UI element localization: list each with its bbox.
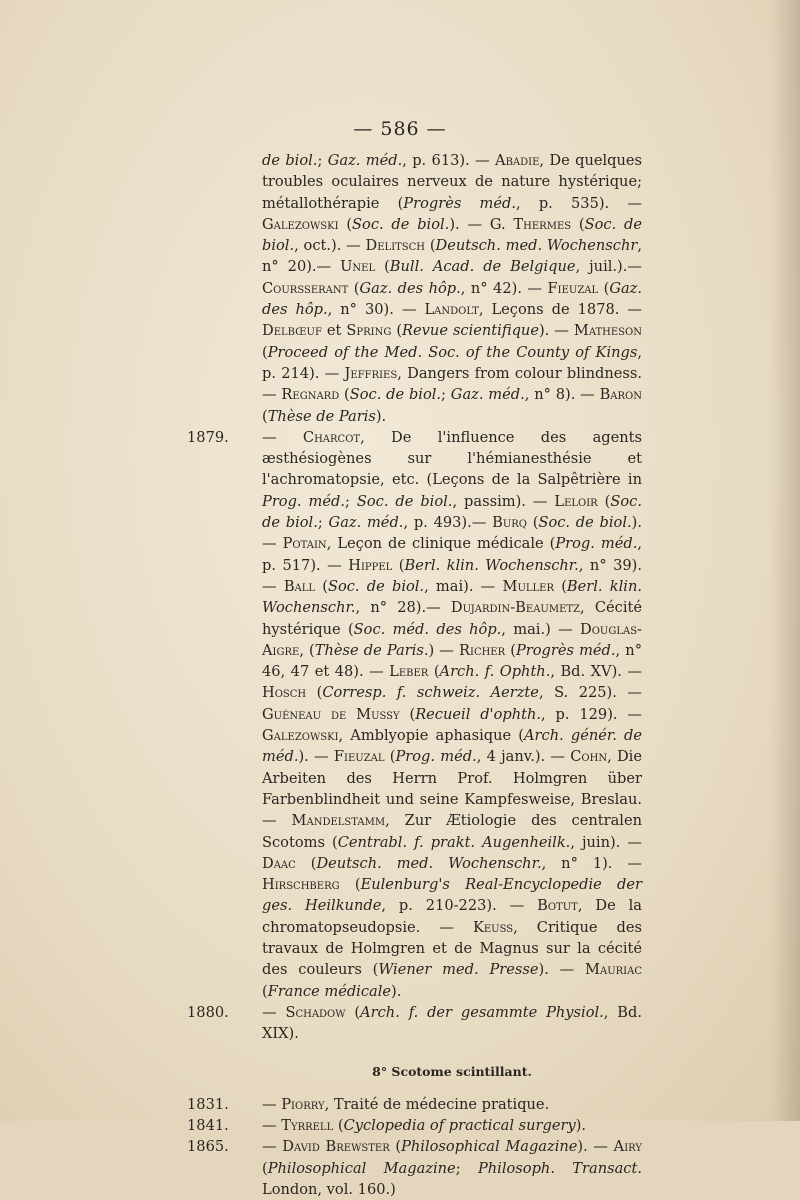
entry-year: 1880. bbox=[187, 1003, 229, 1021]
entry-year: 1865. bbox=[187, 1138, 229, 1156]
bibliography-entry bbox=[187, 1115, 642, 1136]
entry-year: 1879. bbox=[187, 428, 229, 446]
entry-year: 1831. bbox=[187, 1095, 229, 1113]
entry-year: 1841. bbox=[187, 1117, 229, 1135]
bibliography-entry bbox=[187, 427, 642, 1002]
entry-text: — Tyrrell (Cyclopedia of practical surgery). bbox=[262, 1117, 587, 1135]
entries-list-1 bbox=[187, 427, 642, 1045]
entries-list-2 bbox=[187, 1094, 642, 1200]
bibliography-entry bbox=[187, 1136, 642, 1200]
bibliography-body bbox=[187, 150, 643, 1200]
bibliography-entry bbox=[187, 1002, 642, 1045]
page-number: — 586 — bbox=[353, 118, 447, 140]
entry-text: — Piorry, Traité de médecine pratique. bbox=[262, 1095, 550, 1113]
entry-text: — Charcot, De l'influence des agents æsthésiogènes sur l'hémianesthésie et l'achromatopsie, etc. (Leçons de la Salpêtrière in Prog. méd.; Soc. de biol., passim). — Leloir (Soc. de biol.; Gaz. méd., p. 493).— Burq (Soc. de biol.). — Potain, Leçon de clinique médicale (Prog. méd., p. 517). — Hippel (Berl. klin. Wochenschr., n° 39). — Ball (Soc. de biol., mai). — Muller (Berl. klin. Wochenschr., n° 28).— Dujardin-Beaumetz, Cécité hystérique (Soc. méd. des hôp., mai.) — Douglas-Aigre, (Thèse de Paris.) — Richer (Progrès méd., n° 46, 47 et 48). — Leber (Arch. f. Ophth., Bd. XV). — Hosch (Corresp. f. schweiz. Aerzte, S. 225). — Guéneau de Mussy (Recueil d'ophth., p. 129). — Galezowski, Amblyopie aphasique (Arch. génér. de méd.). — Fieuzal (Prog. méd., 4 janv.). — Cohn, Die Arbeiten des Herrn Prof. Holmgren über Farbenblindheit und seine Kampfesweise, Breslau. — Mandelstamm, Zur Ætiologie des centralen Scotoms (Centrabl. f. prakt. Augenheilk., juin). — Daac (Deutsch. med. Wochenschr., n° 1). — Hirschberg (Eulenburg's Real-Encyclopedie der ges. Heilkunde, p. 210-223). — Botut, De la chromatopseudopsie. — Keuss, Critique des travaux de Holmgren et de Magnus sur la cécité des couleurs (Wiener med. Presse). — Mauriac (France médicale). bbox=[262, 428, 642, 1000]
intro-text: de biol.; Gaz. méd., p. 613). — Abadie, De quelques troubles oculaires nerveux de nature hystérique; métallothérapie (Progrès méd., p. 535). — Galezowski (Soc. de biol.). — G. Thermes (Soc. de biol., oct.). — Delitsch (Deutsch. med. Wochenschr, n° 20).— Unel (Bull. Acad. de Belgique, juil.).— Coursserant (Gaz. des hôp., n° 42). — Fieuzal (Gaz. des hôp., n° 30). — Landolt, Leçons de 1878. — Delbœuf et Spring (Revue scientifique). — Matheson (Proceed of the Med. Soc. of the County of Kings, p. 214). — Jeffries, Dangers from colour blindness. — Regnard (Soc. de biol.; Gaz. méd., n° 8). — Baron (Thèse de Paris). bbox=[262, 152, 643, 425]
bibliography-entry bbox=[187, 1094, 642, 1115]
page-edge-shadow bbox=[770, 0, 800, 1121]
entry-text: — David Brewster (Philosophical Magazine). — Airy (Philosophical Magazine; Philosoph. Transact. London, vol. 160.) bbox=[262, 1138, 642, 1198]
section-heading: 8° Scotome scintillant. bbox=[372, 1064, 532, 1080]
entry-text: — Schadow (Arch. f. der gesammte Physiol., Bd. XIX). bbox=[262, 1003, 642, 1043]
intro-paragraph bbox=[262, 150, 642, 427]
